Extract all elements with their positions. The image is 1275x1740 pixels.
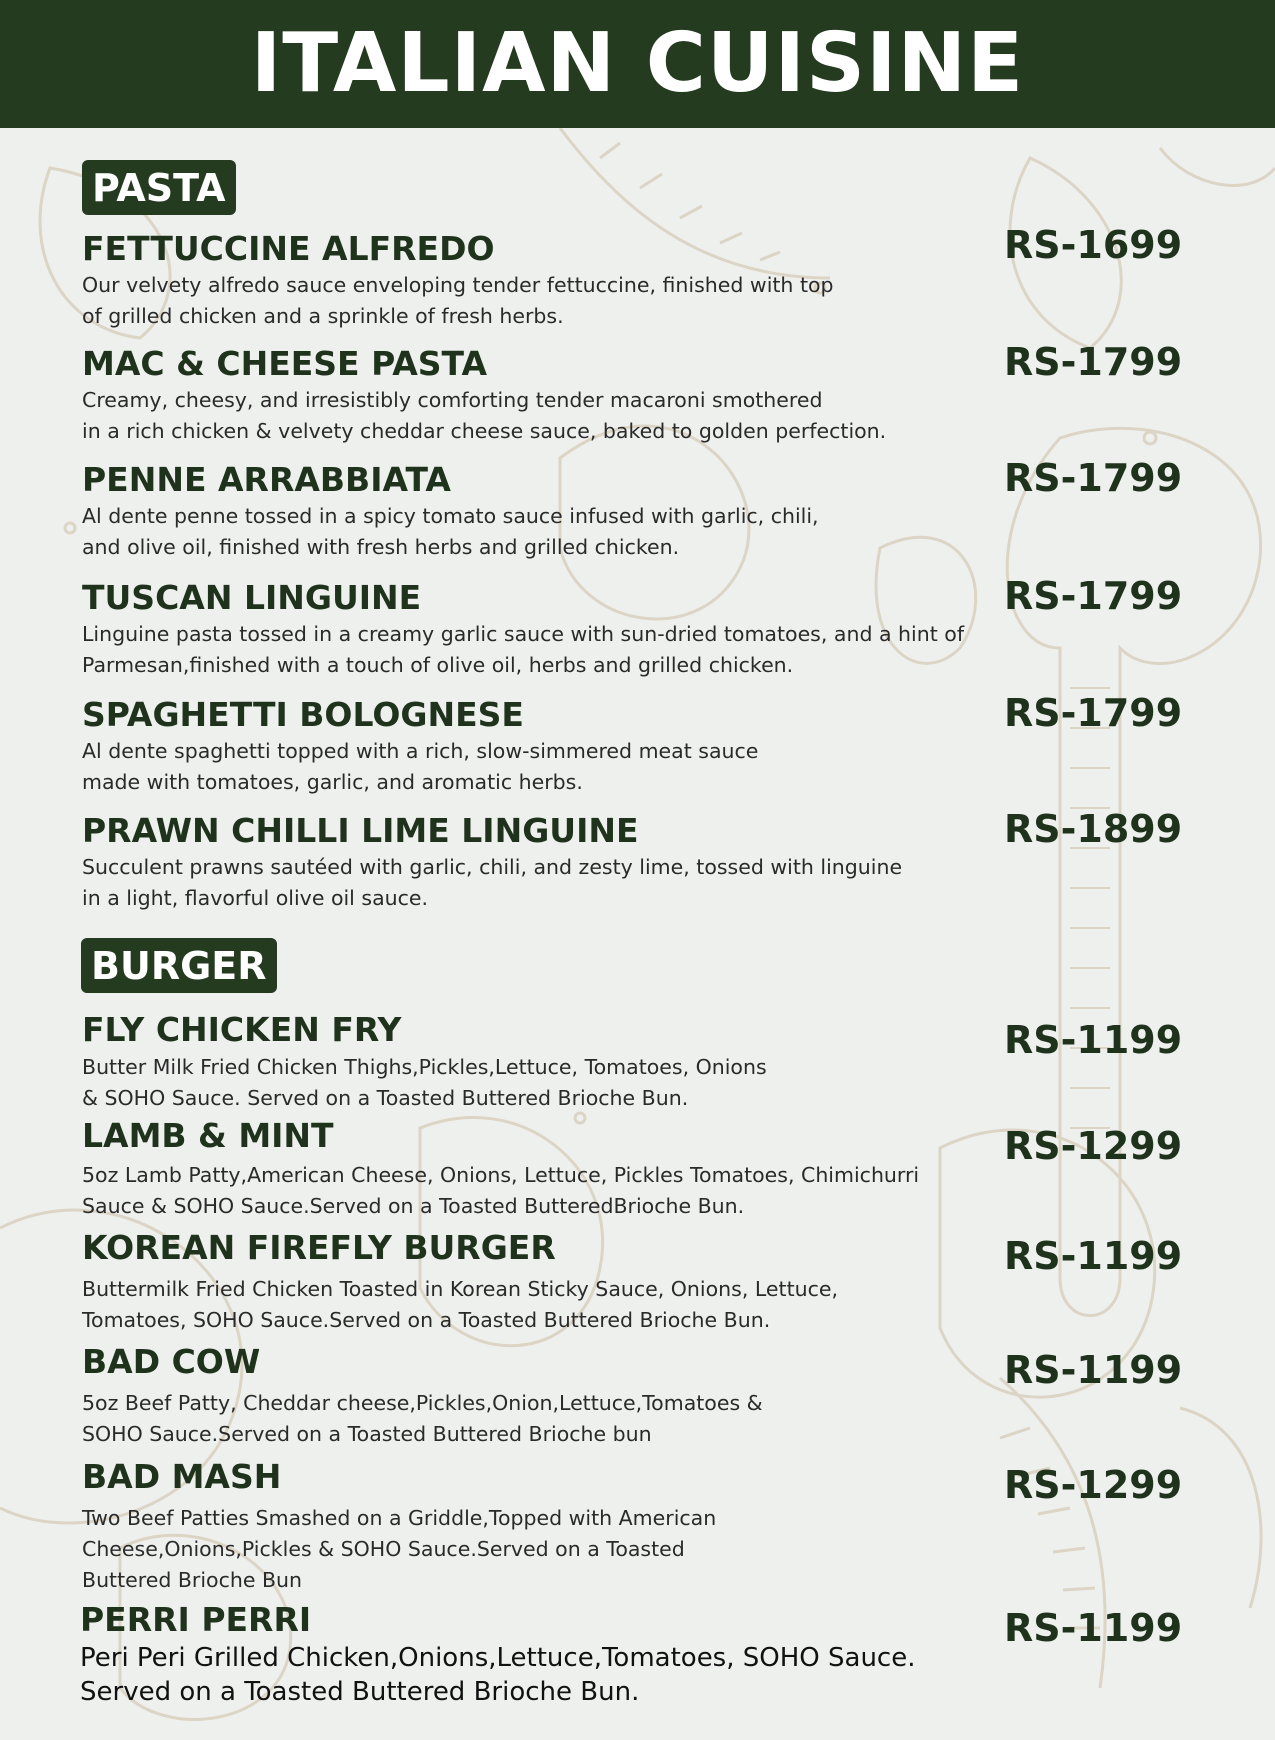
item-name: SPAGHETTI BOLOGNESE [82,695,524,734]
item-description: 5oz Beef Patty, Cheddar cheese,Pickles,Onion,Lettuce,Tomatoes & SOHO Sauce.Served on a Toasted Buttered Brioche bun [82,1391,763,1446]
menu-title: ITALIAN CUISINE [250,16,1025,111]
item-name: FLY CHICKEN FRY [82,1010,402,1049]
item-name: KOREAN FIREFLY BURGER [82,1228,556,1267]
section-badge-burger: BURGER [81,938,277,993]
item-name: TUSCAN LINGUINE [82,578,422,617]
item-price: RS-1799 [1004,574,1183,618]
item-price: RS-1799 [1004,691,1183,735]
item-description: Buttermilk Fried Chicken Toasted in Korean Sticky Sauce, Onions, Lettuce, Tomatoes, SOHO Sauce.Served on a Toasted Buttered Brioche Bun. [82,1277,838,1332]
item-description: Al dente spaghetti topped with a rich, slow-simmered meat sauce made with tomatoes, garlic, and aromatic herbs. [82,739,759,794]
item-description: Our velvety alfredo sauce enveloping tender fettuccine, finished with top of grilled chicken and a sprinkle of fresh herbs. [82,273,834,328]
menu-header [0,0,1275,128]
item-description: Linguine pasta tossed in a creamy garlic sauce with sun-dried tomatoes, and a hint of Parmesan,finished with a touch of olive oil, herbs and grilled chicken. [82,622,965,677]
item-price: RS-1799 [1004,340,1183,384]
item-name: MAC & CHEESE PASTA [82,344,488,383]
item-description: Al dente penne tossed in a spicy tomato sauce infused with garlic, chili, and olive oil, finished with fresh herbs and grilled chicken. [82,504,819,559]
section-badge-pasta: PASTA [82,160,236,215]
item-price: RS-1799 [1004,456,1183,500]
item-price: RS-1199 [1004,1606,1183,1650]
item-price: RS-1299 [1004,1124,1183,1168]
item-price: RS-1899 [1004,807,1183,851]
item-name: PERRI PERRI [80,1600,312,1639]
item-name: BAD MASH [82,1457,282,1496]
item-price: RS-1199 [1004,1234,1183,1278]
item-description: Succulent prawns sautéed with garlic, chili, and zesty lime, tossed with linguine in a light, flavorful olive oil sauce. [82,855,903,910]
item-price: RS-1299 [1004,1463,1183,1507]
item-name: PENNE ARRABBIATA [82,460,451,499]
item-description: 5oz Lamb Patty,American Cheese, Onions, Lettuce, Pickles Tomatoes, Chimichurri Sauce & SOHO Sauce.Served on a Toasted ButteredBrioche Bun. [82,1163,920,1218]
item-description: Peri Peri Grilled Chicken,Onions,Lettuce,Tomatoes, SOHO Sauce. Served on a Toasted Buttered Brioche Bun. [80,1643,916,1707]
item-description: Butter Milk Fried Chicken Thighs,Pickles,Lettuce, Tomatoes, Onions & SOHO Sauce. Served on a Toasted Buttered Brioche Bun. [82,1055,767,1110]
item-price: RS-1199 [1004,1018,1183,1062]
item-price: RS-1699 [1004,223,1183,267]
item-name: PRAWN CHILLI LIME LINGUINE [82,811,639,850]
item-name: BAD COW [82,1342,261,1381]
item-price: RS-1199 [1004,1348,1183,1392]
item-name: FETTUCCINE ALFREDO [82,229,495,268]
item-name: LAMB & MINT [82,1116,334,1155]
item-description: Creamy, cheesy, and irresistibly comforting tender macaroni smothered in a rich chicken & velvety cheddar cheese sauce, baked to golden perfection. [82,388,887,443]
item-description: Two Beef Patties Smashed on a Griddle,Topped with American Cheese,Onions,Pickles & SOHO Sauce.Served on a Toasted Buttered Brioche Bun [82,1506,717,1592]
